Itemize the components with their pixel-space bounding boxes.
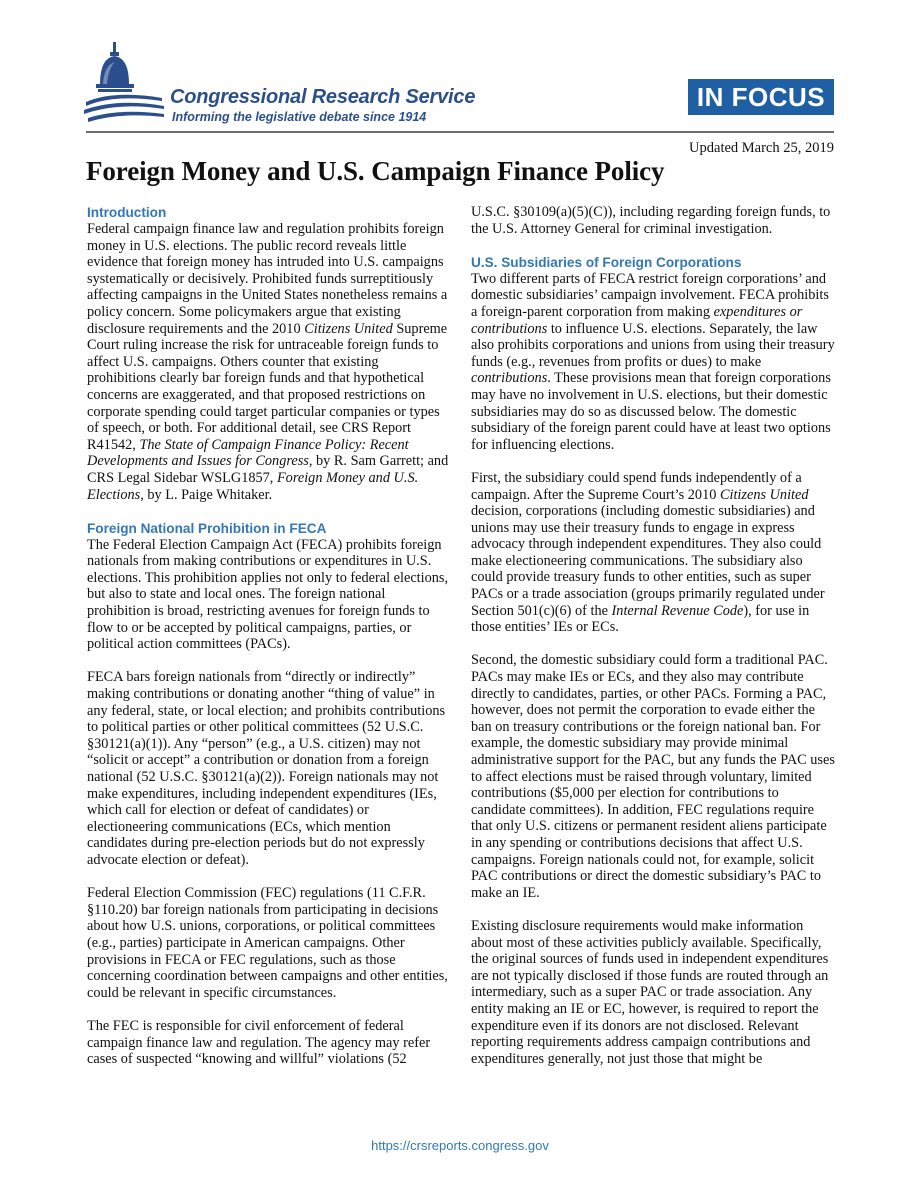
org-tagline: Informing the legislative debate since 1914	[172, 110, 427, 124]
updated-date: Updated March 25, 2019	[689, 140, 834, 156]
report-title: The State of Campaign Finance Policy: Recent Developments and Issues for Congress	[87, 436, 409, 470]
header-rule	[86, 131, 834, 133]
subsidiaries-paragraph-3: Second, the domestic subsidiary could form a traditional PAC. PACs may make IEs or ECs, and they also may contribute directly to candidates, parties, or other PACs. Forming a PAC, however, does not permit the corporation to evade either the ban on treasury contributions or the foreign national ban. For example, the domestic subsidiary may provide minimal administrative support for the PAC, but any funds the PAC uses to affect elections must be raised through voluntary, limited contributions ($5,000 per election for contributions to candidate committees). In addition, FEC regulations require that only U.S. citizens or permanent resident aliens participate in any spending or contributions decisions that affect U.S. campaigns. Foreign nationals could not, for example, solicit PAC contributions or direct the domestic subsidiary’s PAC to make an IE.	[471, 652, 835, 901]
text-run: ), for use in those entities’ IEs or ECs.	[471, 602, 810, 636]
emphasis: contributions	[471, 370, 548, 387]
capitol-dome-icon	[84, 40, 174, 130]
sidebar-title: Foreign Money and U.S. Elections	[87, 469, 419, 503]
feca-paragraph-1: The Federal Election Campaign Act (FECA) prohibits foreign nationals from making contributions or expenditures in U.S. elections. This prohibition applies not only to federal elections, but also to state and local ones. The foreign national prohibition is broad, restricting avenues for foreign funds to flow to or be accepted by political campaigns, parties, or political action committees (PACs).	[87, 536, 449, 653]
case-name: Citizens United	[719, 486, 809, 503]
right-column	[471, 204, 835, 1084]
page-header	[0, 0, 920, 156]
text-run: , by R. Sam Garrett; and CRS Legal Sidebar WSLG1857,	[87, 453, 449, 486]
text-run: . These provisions mean that foreign corporations may have no involvement in U.S. elections, but their domestic subsidiaries may do so as discussed below. The domestic subsidiary of the foreign parent could have at least two options for influencing elections.	[471, 370, 831, 453]
in-focus-badge: IN FOCUS	[688, 79, 834, 115]
subsidiaries-paragraph-4: Existing disclosure requirements would make information about most of these activities publicly available. Specifically, the original sources of funds used in independent expenditures are not typically disclosed if those funds are routed through an intermediary, such as a super PAC or trade association. Any entity making an IE or EC, however, is required to report the expenditure even if its donors are not disclosed. Relevant reporting requirements address campaign contributions and expenditures generally, not just those that might be	[471, 917, 829, 1067]
code-title: Internal Revenue Code	[611, 602, 744, 619]
intro-paragraph	[87, 221, 451, 503]
emphasis: expenditures or contributions	[471, 303, 803, 337]
page-title: Foreign Money and U.S. Campaign Finance Policy	[86, 156, 665, 186]
footer-url[interactable]: https://crsreports.congress.gov	[371, 1138, 549, 1153]
text-run: , by L. Paige Whitaker.	[140, 486, 273, 503]
text-run: First, the subsidiary could spend funds independently of a campaign. After the Supreme Court’s 2010	[471, 469, 802, 503]
text-run: Federal campaign finance law and regulation prohibits foreign money in U.S. elections. The public record reveals little evidence that foreign money has intruded into U.S. campaigns systematically or decisively. Prohibited funds surreptitiously affecting campaigns in the United States nonetheless remains a policy concern. Some policymakers argue that existing disclosure requirements and the 2010	[87, 221, 448, 337]
crs-logo	[84, 40, 504, 130]
org-name: Congressional Research Service	[170, 86, 476, 108]
text-run: Two different parts of FECA restrict foreign corporations’ and domestic subsidiaries’ campaign involvement. FECA prohibits a foreign-parent corporation from making	[471, 270, 829, 320]
feca-paragraph-3: Federal Election Commission (FEC) regulations (11 C.F.R. §110.20) bar foreign nationals from participating in decisions about how U.S. unions, corporations, or political committees (e.g., parties) participate in American campaigns. Other provisions in FECA or FEC regulations, such as those concerning coordination between campaigns and other entities, could be relevant in specific circumstances.	[87, 885, 448, 1001]
section-heading-introduction: Introduction	[87, 205, 167, 220]
section-heading-subsidiaries: U.S. Subsidiaries of Foreign Corporations	[471, 254, 742, 270]
continued-paragraph: U.S.C. §30109(a)(5)(C)), including regarding foreign funds, to the U.S. Attorney General for criminal investigation.	[471, 204, 831, 237]
text-run: Supreme Court ruling increase the risk for untraceable foreign funds to affect U.S. campaigns. Others counter that existing prohibitions clearly bar foreign funds and that hypothetical concerns are exaggerated, and that proposed restrictions on corporate spending could target particular companies or types of speech, or both. For additional detail, see CRS Report R41542,	[87, 320, 448, 453]
case-name: Citizens United	[304, 320, 393, 337]
left-column	[87, 204, 451, 1084]
feca-paragraph-2: FECA bars foreign nationals from “directly or indirectly” making contributions or donating another “thing of value” in any federal, state, or local election; and prohibits contributions to political parties or other political committees (52 U.S.C. §30121(a)(1)). Any “person” (e.g., a U.S. citizen) may not “solicit or accept” a contribution or donation from a foreign national (52 U.S.C. §30121(a)(2)). Foreign nationals may not make expenditures, including independent expenditures (IEs, which call for election or defeat of candidates) or electioneering communications (ECs, which mention candidates during pre-election periods but do not expressly advocate election or defeat).	[87, 669, 446, 868]
subsidiaries-paragraph-2	[471, 470, 835, 636]
text-run: decision, corporations (including domestic subsidiaries) and unions may use their treasury funds to engage in express advocacy through independent expenditures. They also could make electioneering communications. The subsidiary also could provide treasury funds to other entities, such as super PACs or a trade association (groups primarily regulated under Section 501(c)(6) of the	[471, 503, 825, 619]
section-heading-feca: Foreign National Prohibition in FECA	[87, 520, 327, 536]
text-run: to influence U.S. elections. Separately, the law also prohibits corporations and unions from using their treasury funds (e.g., revenues from profits or dues) to make	[471, 320, 835, 370]
subsidiaries-paragraph-1	[471, 271, 835, 454]
feca-paragraph-4: The FEC is responsible for civil enforcement of federal campaign finance law and regulation. The agency may refer cases of suspected “knowing and willful” violations (52	[87, 1017, 431, 1068]
